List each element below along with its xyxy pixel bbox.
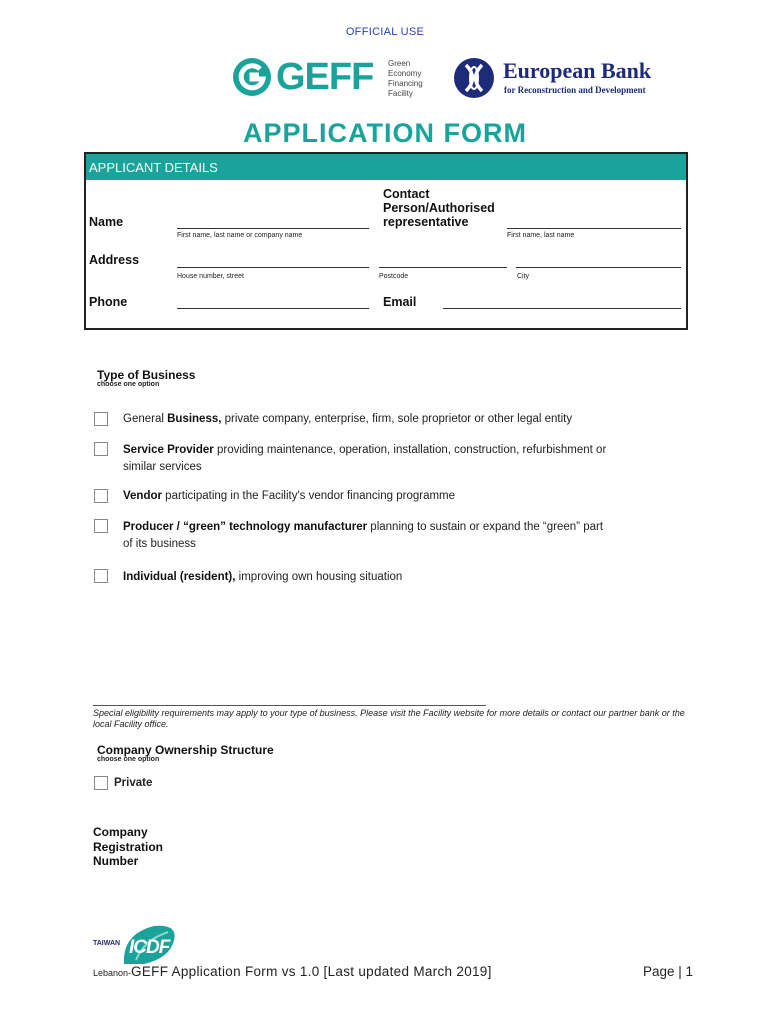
geff-wordmark: GEFF bbox=[276, 56, 374, 98]
phone-input[interactable] bbox=[177, 308, 369, 309]
email-input[interactable] bbox=[443, 308, 681, 309]
business-option-label: Individual (resident), improving own housing situation bbox=[123, 571, 403, 583]
business-option-checkbox[interactable] bbox=[94, 519, 108, 533]
applicant-details-heading: APPLICANT DETAILS bbox=[89, 160, 218, 175]
business-option-label: Vendor participating in the Facility's vendor financing programme bbox=[123, 490, 456, 502]
applicant-details-box bbox=[84, 152, 688, 330]
note-separator bbox=[93, 705, 486, 706]
ebrd-logo bbox=[453, 56, 693, 100]
business-option-checkbox[interactable] bbox=[94, 489, 108, 503]
taiwan-text: TAIWAN bbox=[93, 940, 121, 947]
address-street-hint: House number, street bbox=[177, 273, 244, 280]
geff-subtitle: Green Economy Financing Facility bbox=[388, 59, 423, 98]
taiwan-icdf-logo bbox=[92, 924, 182, 966]
ownership-title: Company Ownership Structure bbox=[97, 743, 274, 757]
ownership-subtitle: choose one option bbox=[97, 756, 160, 763]
email-label: Email bbox=[383, 295, 417, 309]
ownership-private-label: Private bbox=[114, 777, 153, 789]
geff-circle-icon bbox=[232, 57, 272, 97]
business-type-title: Type of Business bbox=[97, 368, 196, 382]
postcode-hint: Postcode bbox=[379, 273, 409, 280]
postcode-input[interactable] bbox=[379, 267, 507, 268]
page-title: APPLICATION FORM bbox=[243, 118, 527, 148]
business-option-checkbox[interactable] bbox=[94, 412, 108, 426]
business-type-subtitle: choose one option bbox=[97, 381, 160, 388]
business-option-label: General Business, private company, enterprise, firm, sole proprietor or other legal entity bbox=[123, 413, 573, 425]
address-label: Address bbox=[89, 253, 140, 267]
ebrd-emblem-icon bbox=[453, 57, 495, 99]
name-input[interactable] bbox=[177, 228, 369, 229]
contact-person-input[interactable] bbox=[507, 228, 681, 229]
footer-document-title: Lebanon-GEFF Application Form vs 1.0 [Last updated March 2019] bbox=[93, 964, 492, 979]
official-use-label: OFFICIAL USE bbox=[345, 26, 425, 38]
address-street-input[interactable] bbox=[177, 267, 369, 268]
ebrd-name: European Bank bbox=[503, 58, 652, 83]
business-option-label: Producer / “green” technology manufacturer planning to sustain or expand the “green” part of its business bbox=[123, 521, 604, 550]
ownership-private-checkbox[interactable] bbox=[94, 776, 108, 790]
city-input[interactable] bbox=[516, 267, 681, 268]
contact-person-hint: First name, last name bbox=[507, 232, 575, 239]
applicant-details-header bbox=[86, 154, 686, 180]
registration-number-label: Company Registration Number bbox=[93, 825, 164, 868]
business-option-checkbox[interactable] bbox=[94, 442, 108, 456]
contact-person-label: Contact Person/Authorised representative bbox=[383, 187, 495, 229]
city-hint: City bbox=[517, 273, 530, 280]
name-label: Name bbox=[89, 215, 124, 229]
icdf-text: ICDF bbox=[129, 937, 170, 958]
ebrd-subtitle: for Reconstruction and Development bbox=[504, 85, 646, 95]
eligibility-note: Special eligibility requirements may apply to your type of business. Please visit the Facility website for more details or contact our partner bank or the local Facility office. bbox=[93, 708, 685, 729]
name-hint: First name, last name or company name bbox=[177, 232, 303, 239]
footer-page-number: Page | 1 bbox=[643, 964, 694, 979]
geff-logo bbox=[232, 56, 437, 100]
phone-label: Phone bbox=[89, 295, 128, 309]
business-option-label: Service Provider providing maintenance, operation, installation, construction, refurbishment or similar services bbox=[123, 444, 607, 473]
business-option-checkbox[interactable] bbox=[94, 569, 108, 583]
